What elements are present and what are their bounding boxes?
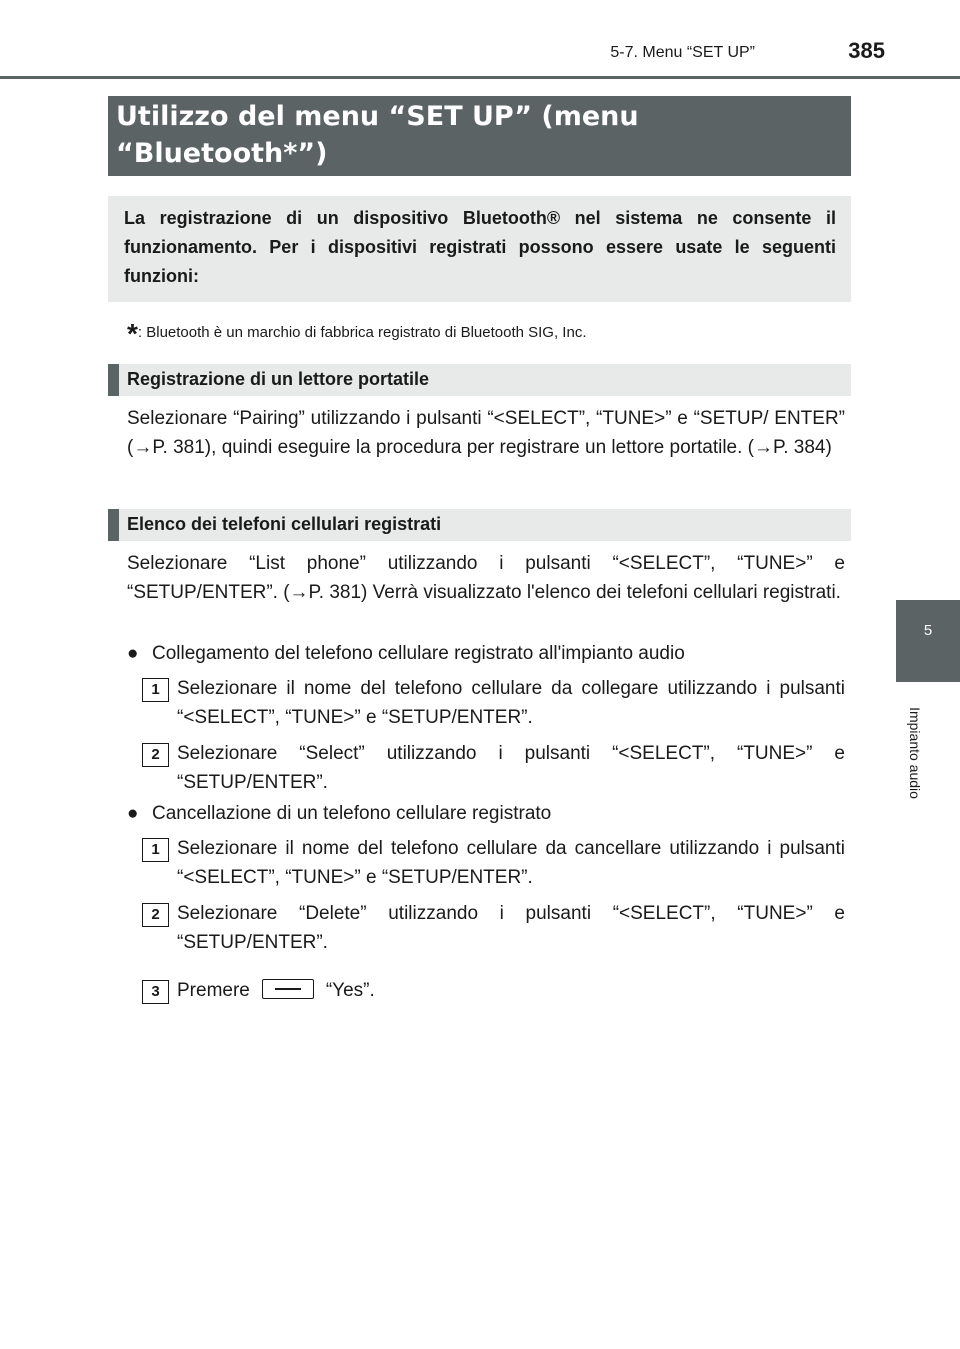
step-text: Selezionare “Select” utilizzando i pulsanti “<SELECT”, “TUNE>” e “SETUP/ENTER”. xyxy=(177,743,845,793)
chapter-tab[interactable] xyxy=(896,600,960,682)
step-text-after: “Yes”. xyxy=(325,980,375,1001)
bullet-icon: ● xyxy=(127,803,139,824)
header-rule xyxy=(0,76,960,79)
step-number: 1 xyxy=(142,678,169,702)
section-title-line2: “Bluetooth*”) xyxy=(116,138,328,169)
bullet-icon: ● xyxy=(127,643,139,664)
chapter-number: 5 xyxy=(923,622,933,639)
step-number: 2 xyxy=(142,743,169,767)
subheading-bar xyxy=(108,509,119,541)
subheading-bar xyxy=(108,364,119,396)
bullet-text: Cancellazione di un telefono cellulare registrato xyxy=(152,803,552,824)
step-text-before: Premere xyxy=(177,980,250,1001)
footnote xyxy=(127,318,847,350)
footnote-mark: * xyxy=(127,318,138,349)
step-number: 2 xyxy=(142,903,169,927)
section-title-line1: Utilizzo del menu “SET UP” (menu xyxy=(116,101,639,132)
button-symbol-icon xyxy=(262,979,314,999)
step-text: Selezionare il nome del telefono cellulare da cancellare utilizzando i pulsanti “<SELECT”, “TUNE>” e “SETUP/ENTER”. xyxy=(177,838,845,888)
subheading-text: Elenco dei telefoni cellulari registrati xyxy=(127,514,442,534)
subheading-text: Registrazione di un lettore portatile xyxy=(127,369,430,389)
step-number: 3 xyxy=(142,980,169,1004)
footnote-text: : Bluetooth è un marchio di fabbrica registrato di Bluetooth SIG, Inc. xyxy=(137,324,587,341)
subheading-portable-player xyxy=(108,364,851,396)
step-text: Selezionare “Delete” utilizzando i pulsanti “<SELECT”, “TUNE>” e “SETUP/ENTER”. xyxy=(177,903,845,953)
page-number: 385 xyxy=(848,38,885,63)
section-title xyxy=(116,98,716,172)
header-section-title: 5-7. Menu “SET UP” xyxy=(610,44,755,61)
intro-text: La registrazione di un dispositivo Bluetooth® nel sistema ne consente il funzionamento. Per i dispositivi registrati possono essere usate le seguenti funzioni: xyxy=(124,208,836,286)
step-number: 1 xyxy=(142,838,169,862)
chapter-label xyxy=(900,694,930,812)
section-title-box xyxy=(108,96,851,176)
subheading-phone-list xyxy=(108,509,851,541)
step-text xyxy=(177,976,845,1005)
step-text: Selezionare il nome del telefono cellulare da collegare utilizzando i pulsanti “<SELECT”, “TUNE>” e “SETUP/ENTER”. xyxy=(177,678,845,728)
phone-list-paragraph: Selezionare “List phone” utilizzando i pulsanti “<SELECT”, “TUNE>” e “SETUP/ENTER”. (→P. 381) Verrà visualizzato l'elenco dei telefoni cellulari registrati. xyxy=(127,553,845,603)
portable-player-paragraph: Selezionare “Pairing” utilizzando i pulsanti “<SELECT”, “TUNE>” e “SETUP/ ENTER” (→P. 381), quindi eseguire la procedura per registrare un lettore portatile. (→P. 384) xyxy=(127,408,845,458)
chapter-label-text: Impianto audio xyxy=(907,707,923,799)
bullet-text: Collegamento del telefono cellulare registrato all'impianto audio xyxy=(152,643,685,664)
intro-box xyxy=(108,196,851,302)
